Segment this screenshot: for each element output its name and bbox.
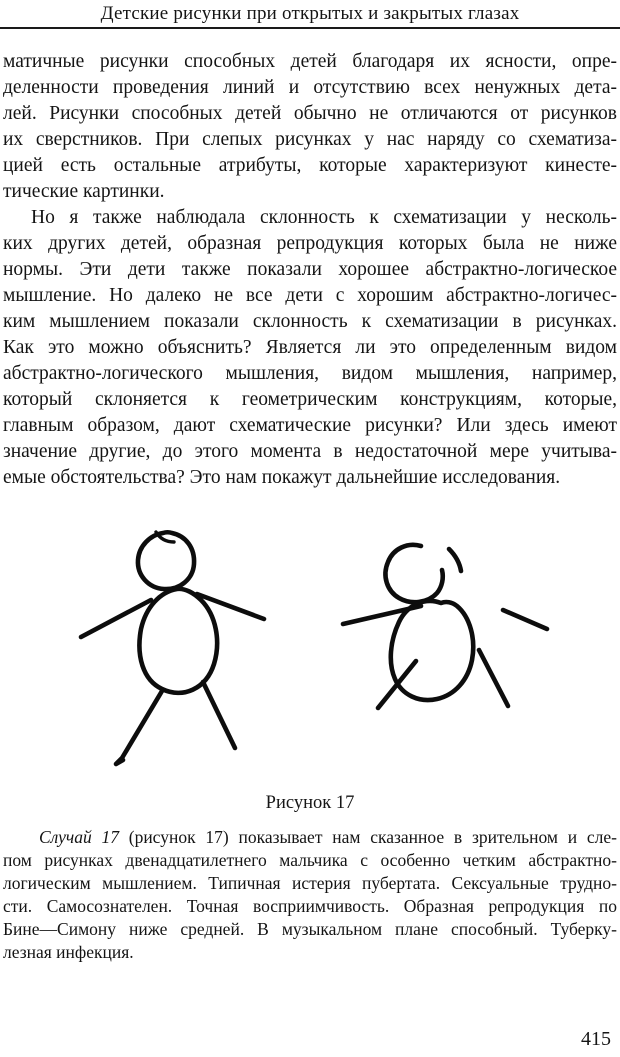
head [385, 545, 442, 602]
text-line: главным образом, дают схематические рисунки? Или здесь имеют [3, 415, 617, 436]
header-rule [0, 27, 620, 29]
case-line-rest: (рисунок 17) показывает нам сказанное в зрительном и сле- [118, 827, 617, 847]
text-line: абстрактно-логического мышления, видом мышления, например, [3, 363, 617, 384]
text-line: ким мышлением показали склонность к схематизации в рисунках. [3, 311, 617, 332]
text-line: Бине—Симону ниже средней. В музыкальном плане способный. Туберку- [3, 919, 617, 939]
leg-right [203, 682, 235, 748]
leg-left [378, 661, 416, 708]
text-line: Но я также наблюдала склонность к схематизации у несколь- [31, 207, 617, 228]
text-line: деленности проведения линий и отсутствию всех ненужных дета- [3, 77, 617, 98]
body [391, 601, 473, 700]
body-text [3, 49, 617, 491]
text-line: пом рисунках двенадцатилетнего мальчика с особенно четким абстрактно- [3, 850, 617, 870]
text-line: цией есть остальные атрибуты, которые характеризуют кинесте- [3, 155, 617, 176]
paragraph-2 [3, 205, 617, 491]
text-line: который склоняется к геометрическим конструкциям, которые, [3, 389, 617, 410]
stick-figure-left [81, 532, 264, 764]
text-line: мышление. Но далеко не все дети с хорошим абстрактно-логичес- [3, 285, 617, 306]
arm-right [503, 610, 547, 629]
text-line: тические картинки. [3, 181, 165, 202]
text-line: логическим мышлением. Типичная истерия пубертата. Сексуальные трудно- [3, 873, 617, 893]
paragraph-1 [3, 49, 617, 205]
text-line: их сверстников. При слепых рисунках у нас наряду со схематиза- [3, 129, 617, 150]
page-number: 415 [581, 1028, 611, 1050]
text-line: нормы. Эти дети также показали хорошее абстрактно-логическое [3, 259, 617, 280]
stick-figure-right [343, 545, 547, 708]
running-header: Детские рисунки при открытых и закрытых глазах [100, 3, 520, 24]
text-line [3, 826, 617, 849]
body [139, 589, 217, 693]
figure-17-drawing [0, 510, 620, 790]
text-line: сти. Самосознателен. Точная восприимчивость. Образная репродукция по [3, 896, 617, 916]
case-paragraph [3, 826, 617, 964]
arm-left [343, 606, 421, 624]
text-line: матичные рисунки способных детей благодаря их ясности, опре- [3, 51, 617, 72]
text-line: лей. Рисунки способных детей обычно не отличаются от рисунков [3, 103, 617, 124]
head-stray-arc [449, 549, 461, 571]
text-line: лезная инфекция. [3, 942, 134, 962]
text-line: значение другие, до этого момента в недостаточной мере учитыва- [3, 441, 617, 462]
leg-right [479, 650, 508, 706]
text-line: емые обстоятельства? Это нам покажут дальнейшие исследования. [3, 467, 561, 488]
figure-caption: Рисунок 17 [265, 793, 355, 813]
case-lead-italic: Случай 17 [39, 827, 119, 847]
leg-left [116, 691, 162, 764]
text-line: ких других детей, образная репродукция которых была не ниже [3, 233, 617, 254]
text-line: Как это можно объяснить? Является ли это определенным видом [3, 337, 617, 358]
